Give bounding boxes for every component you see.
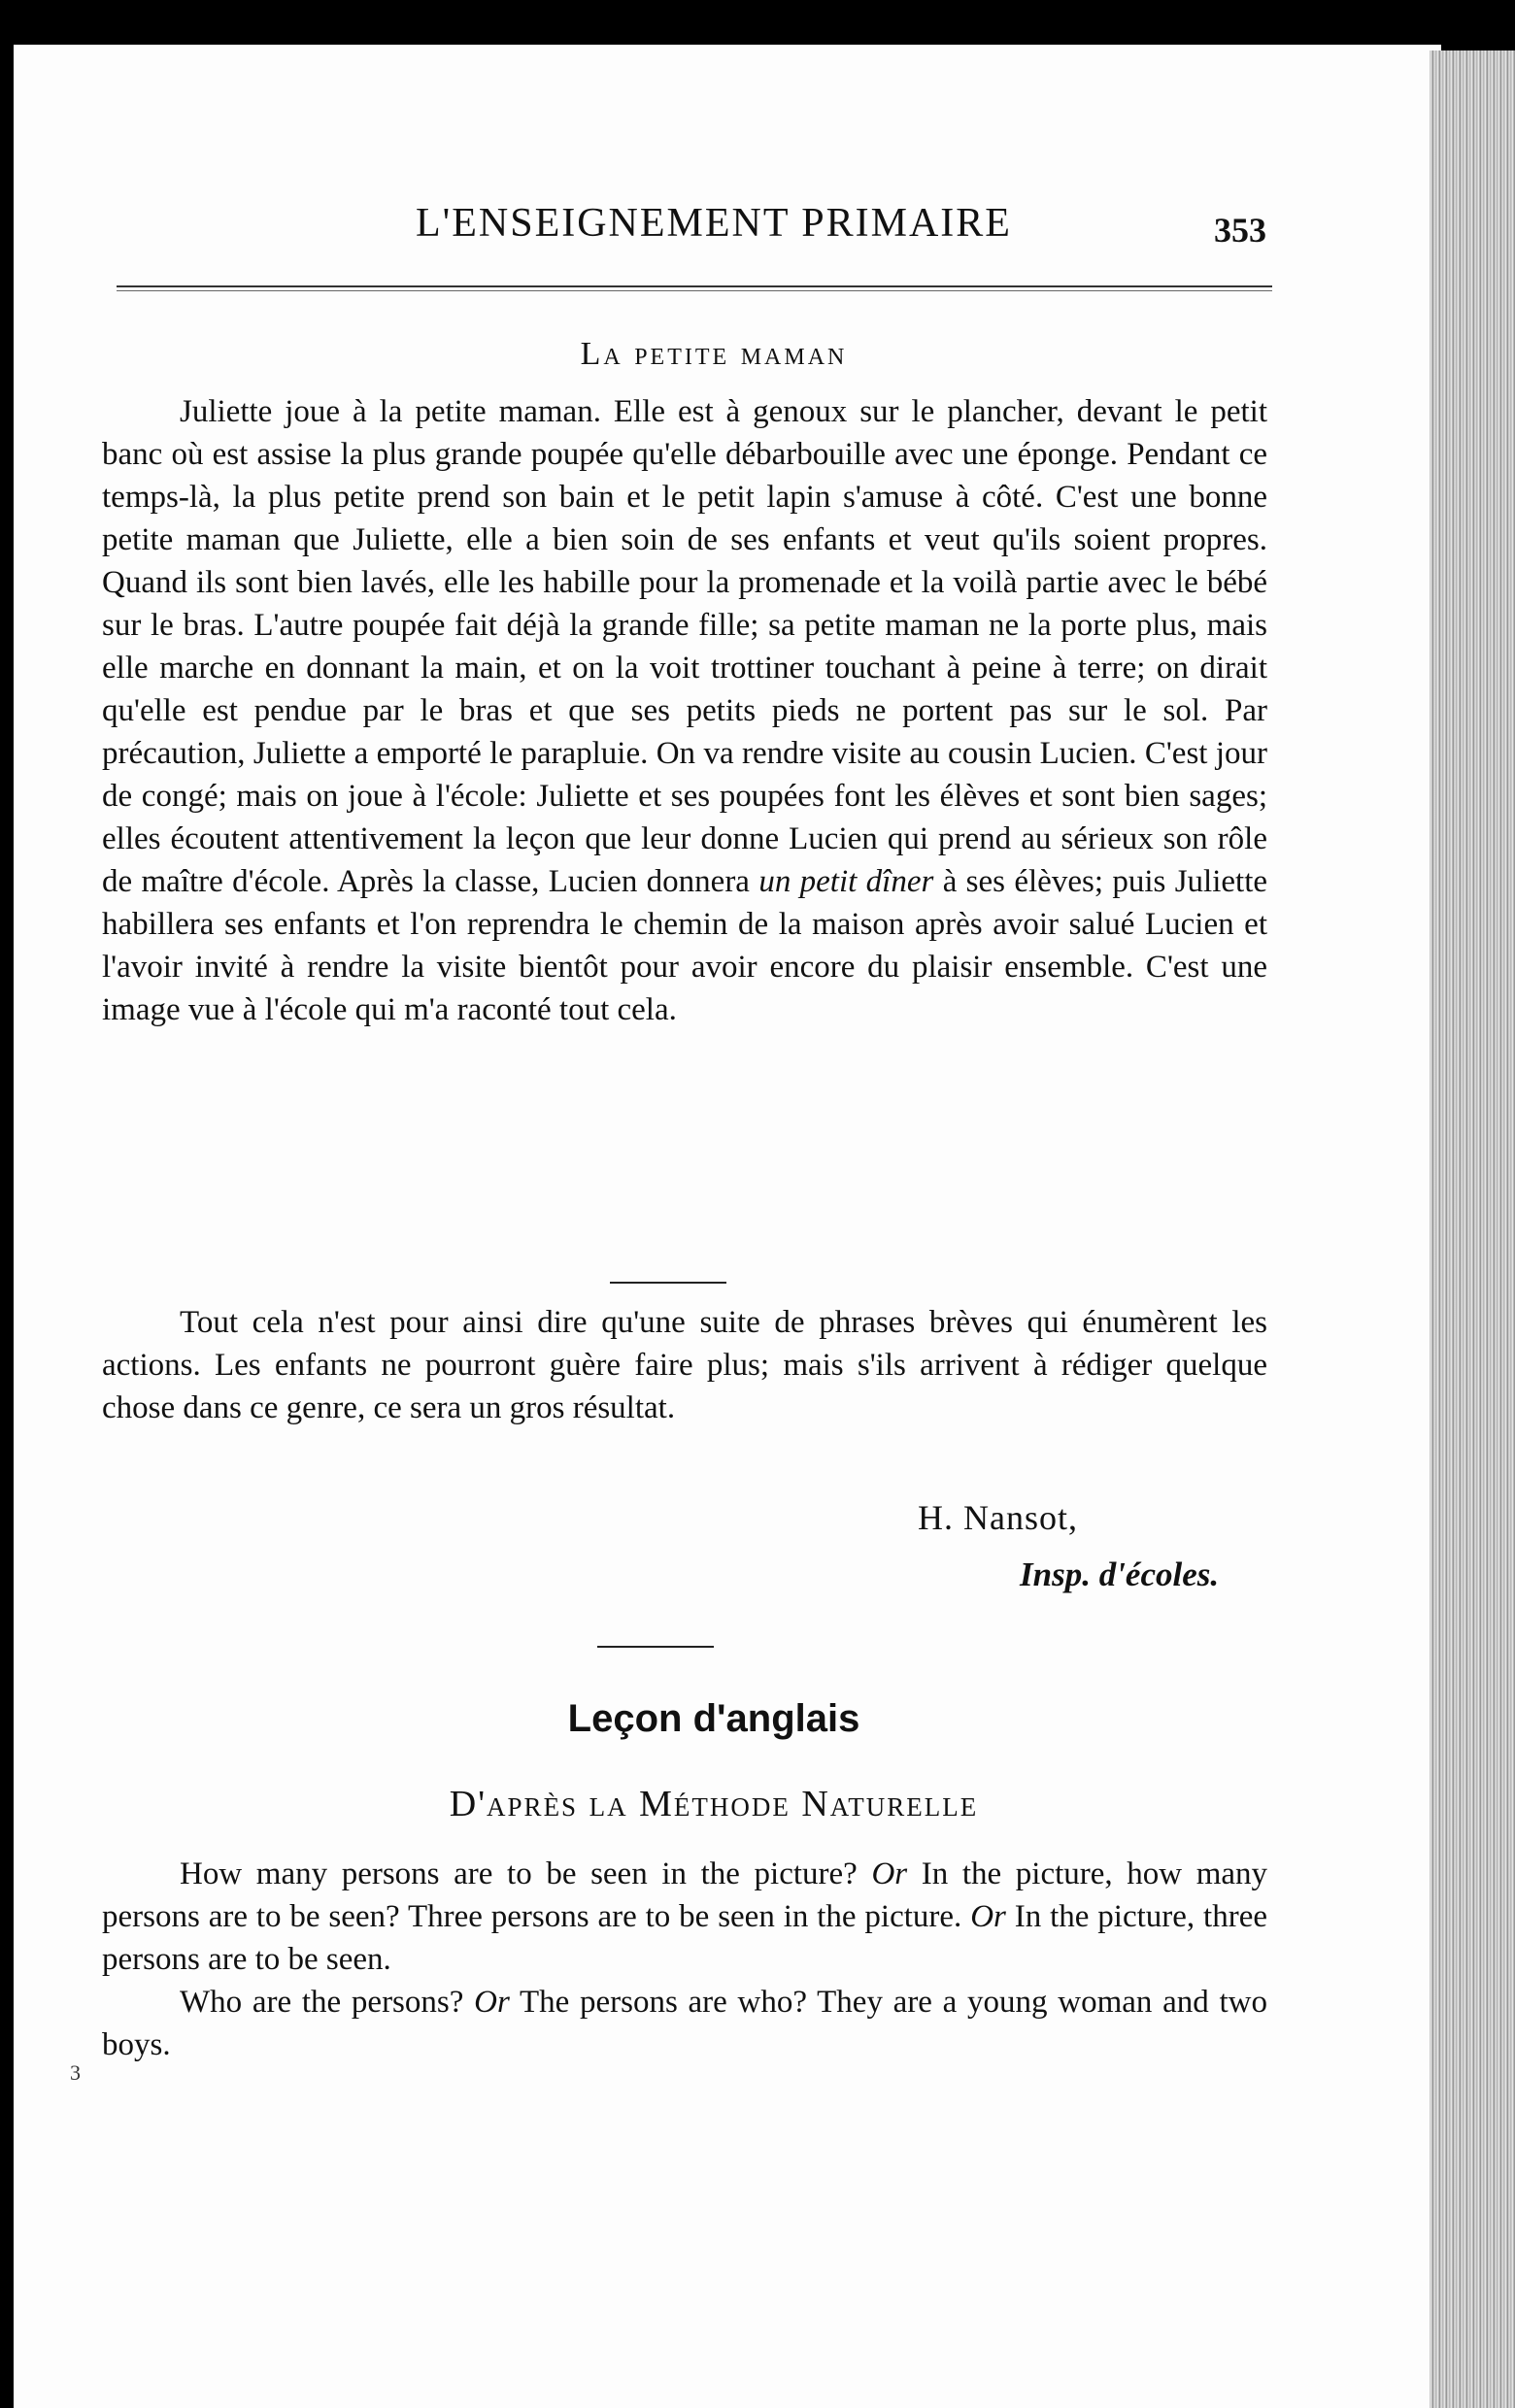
lesson-answer-1: In the picture, how many persons are to be seen? Three persons are to be seen in the picture. [102,1856,1268,1934]
story-paragraph [102,390,1267,1031]
commentary-text: Tout cela n'est pour ainsi dire qu'une suite de phrases brèves qui énumèrent les actions. Les enfants ne pourront guère faire plus; mais s'ils arrivent à rédiger quelque chose dans ce genre, ce sera un gros résultat. [102,1305,1267,1425]
section-title: La petite maman [580,336,848,372]
story-text: Juliette joue à la petite maman. Elle est à genoux sur le plancher, devant le petit banc où est assise la plus grande poupée qu'elle débarbouille avec une éponge. Pendant ce temps-là, la plus petite prend son bain et le petit lapin s'amuse à côté. C'est une bonne petite maman que Juliette, elle a bien soin de ses enfants et veut qu'ils soient propres. Quand ils sont bien lavés, elle les habille pour la promenade et la voilà partie avec le bébé sur le bras. L'autre poupée fait déjà la grande fille; sa petite maman ne la porte plus, mais elle marche en donnant la main, et on la voit trottiner touchant à peine à terre; on dirait qu'elle est pendue par le bras et que ses petits pieds ne portent pas sur le sol. Par précaution, Juliette a emporté le parapluie. On va rendre visite au cousin Lucien. C'est jour de congé; mais on joue à l'école: Juliette et ses poupées font les élèves et sont bien sages; elles écoutent attentivement la leçon que leur donne Lucien qui prend au sérieux son rôle de maître d'école. Après la classe, Lucien donnera [102,394,1267,899]
lesson-answer-2: The persons are who? They are a young woman and two boys. [102,1985,1268,2062]
lesson-paragraphs [102,1853,1267,2066]
signature-title: Insp. d'écoles. [1020,1555,1220,1593]
lesson-title: Leçon d'anglais [567,1697,860,1740]
lesson-paragraph-1 [102,1853,1267,1981]
page-number: 353 [1214,211,1266,250]
footnote-mark: 3 [70,2060,81,2085]
story-text-end: à ses élèves; puis Juliette habillera ses enfants et l'on reprendra le chemin de la maison après avoir salué Lucien et l'avoir invité à rendre la visite bientôt pour avoir encore du plaisir ensemble. C'est une image vue à l'école qui m'a raconté tout cela. [102,864,1268,1027]
or-word: Or [474,1985,510,2020]
lesson-question-1: How many persons are to be seen in the picture? [180,1856,858,1891]
header-rule [117,285,1272,291]
signature-name: H. Nansot, [918,1498,1078,1537]
or-word: Or [970,1899,1006,1934]
commentary-paragraph [102,1301,1267,1429]
page-header [0,190,1428,249]
section-divider [610,1282,726,1284]
story-italic: un petit dîner [758,864,934,899]
running-title: L'ENSEIGNEMENT PRIMAIRE [416,201,1012,246]
lesson-answer-1b: In the picture, three persons are to be seen. [102,1899,1267,1977]
page-edge [1430,50,1515,2408]
lesson-paragraph-2 [102,1981,1267,2066]
lesson-subtitle: D'après la Méthode Naturelle [449,1784,979,1824]
lesson-divider [597,1646,714,1648]
lesson-question-2: Who are the persons? [180,1985,464,2020]
or-word: Or [871,1856,908,1891]
